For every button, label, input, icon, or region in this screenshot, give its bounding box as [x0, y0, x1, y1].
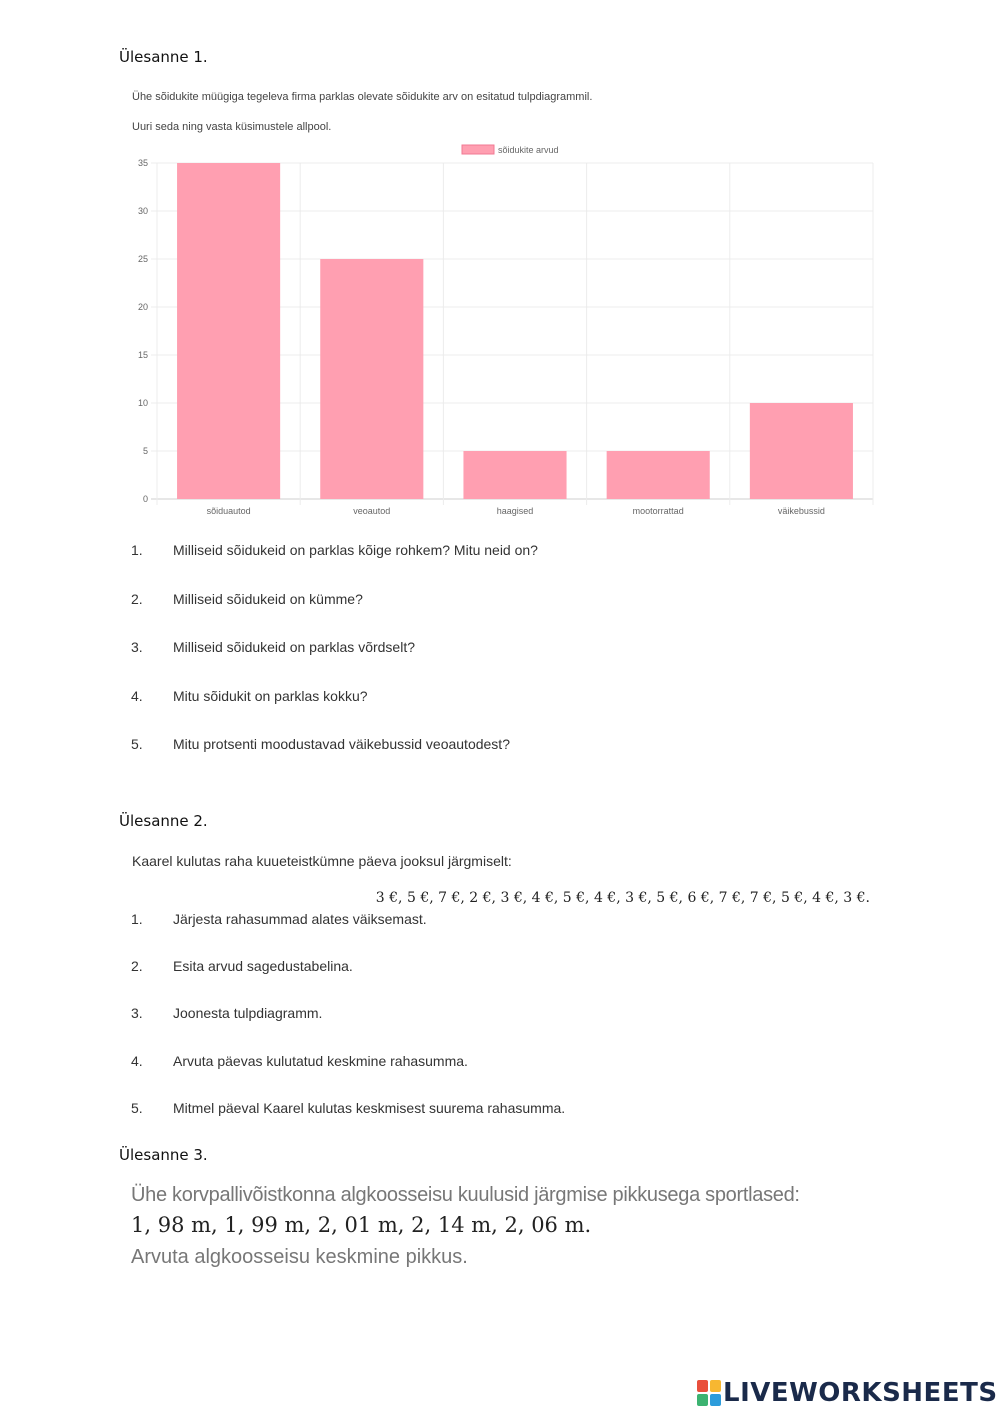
task3-heading: Ülesanne 3. [119, 1146, 208, 1164]
task1-question-4 [131, 688, 368, 704]
y-tick-label: 20 [137, 302, 148, 312]
task1-intro-1: Ühe sõidukite müügiga tegeleva firma parklas olevate sõidukite arv on esitatud tulpdiagrammil. [132, 91, 593, 103]
question-number: 1. [131, 911, 143, 927]
task2-question-5 [131, 1100, 565, 1116]
task3-heights: 1, 98 m, 1, 99 m, 2, 01 m, 2, 14 m, 2, 06 m. [131, 1213, 592, 1237]
question-text: Mitu protsenti moodustavad väikebussid veoautodest? [173, 736, 510, 752]
y-tick-label: 10 [137, 398, 148, 408]
question-text: Mitu sõidukit on parklas kokku? [173, 687, 368, 704]
question-number: 5. [131, 1099, 143, 1116]
question-text: Arvuta päevas kulutatud keskmine rahasumma. [173, 1052, 468, 1069]
legend-label: sõidukite arvud [498, 145, 559, 155]
task1-question-2 [131, 591, 363, 607]
chart-legend [462, 145, 559, 155]
y-tick-label: 30 [137, 206, 148, 216]
task2-question-3 [131, 1005, 322, 1021]
question-number: 4. [131, 687, 143, 704]
legend-swatch [462, 145, 494, 154]
x-tick-label: väikebussid [777, 506, 825, 516]
vehicle-bar-chart [120, 140, 890, 550]
question-text: Esita arvud sagedustabelina. [173, 958, 353, 975]
y-tick-label: 15 [137, 350, 148, 360]
question-text: Milliseid sõidukeid on parklas kõige rohkem? Mitu neid on? [173, 542, 538, 558]
task2-amounts: 3 €, 5 €, 7 €, 2 €, 3 €, 4 €, 5 €, 4 €, 3 €, 5 €, 6 €, 7 €, 7 €, 5 €, 4 €, 3 €. [375, 890, 870, 906]
bar-4 [750, 403, 853, 499]
question-number: 4. [131, 1052, 143, 1069]
bar-3 [607, 451, 710, 499]
x-tick-label: mootorrattad [632, 506, 684, 516]
question-text: Milliseid sõidukeid on kümme? [173, 590, 363, 607]
y-tick-label: 0 [142, 494, 148, 504]
task2-question-2 [131, 958, 353, 974]
x-tick-label: veoautod [353, 506, 391, 516]
task1-intro-2: Uuri seda ning vasta küsimustele allpool. [132, 121, 332, 133]
task1-question-1 [131, 542, 538, 558]
task1-heading: Ülesanne 1. [119, 48, 208, 66]
question-number: 3. [131, 639, 143, 655]
task3-line-1: Ühe korvpallivõistkonna algkoosseisu kuulusid järgmise pikkusega sportlased: [131, 1184, 800, 1206]
task3-line-3: Arvuta algkoosseisu keskmine pikkus. [131, 1246, 468, 1268]
y-axis-ticks [138, 158, 148, 504]
task2-heading: Ülesanne 2. [119, 812, 208, 830]
x-axis-ticks [207, 506, 825, 516]
task1-question-5 [131, 736, 510, 752]
question-number: 2. [131, 958, 143, 975]
bar-2 [463, 451, 566, 499]
question-number: 2. [131, 590, 143, 607]
x-tick-label: haagised [496, 506, 534, 516]
question-text: Joonesta tulpdiagramm. [173, 1005, 323, 1022]
x-tick-label: sõiduautod [206, 506, 251, 516]
question-number: 1. [131, 542, 143, 558]
bar-0 [177, 163, 280, 499]
question-text: Järjesta rahasummad alates väiksemast. [173, 911, 427, 927]
y-tick-label: 35 [137, 158, 148, 168]
task2-question-4 [131, 1053, 468, 1069]
chart-bars [177, 163, 853, 499]
question-number: 5. [131, 736, 143, 752]
question-number: 3. [131, 1005, 143, 1022]
liveworksheets-logo-text: LIVEWORKSHEETS [723, 1378, 998, 1408]
liveworksheets-logo [697, 1378, 998, 1408]
y-tick-label: 25 [137, 254, 148, 264]
question-text: Milliseid sõidukeid on parklas võrdselt? [173, 639, 416, 655]
bar-1 [320, 259, 423, 499]
question-text: Mitmel päeval Kaarel kulutas keskmisest suurema rahasumma. [173, 1099, 566, 1116]
y-tick-label: 5 [142, 446, 148, 456]
liveworksheets-logo-icon [697, 1380, 721, 1406]
task2-question-1 [131, 911, 427, 927]
task2-intro: Kaarel kulutas raha kuueteistkümne päeva jooksul järgmiselt: [132, 853, 512, 869]
task1-question-3 [131, 639, 415, 655]
